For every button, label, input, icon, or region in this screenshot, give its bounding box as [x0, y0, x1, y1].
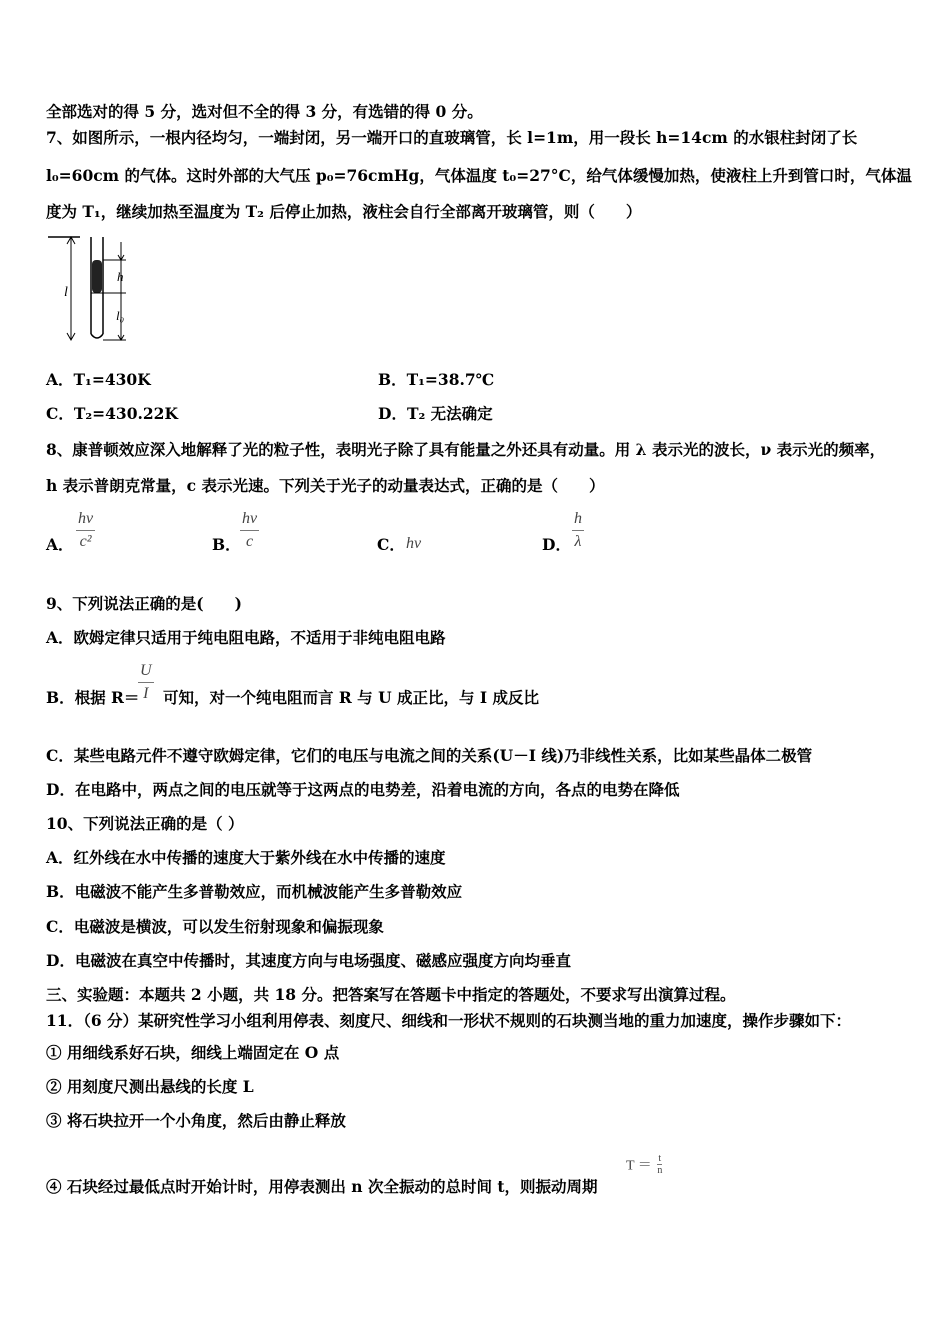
q9-option-b-fraction: [138, 662, 154, 703]
q10-option-d: D．电磁波在真空中传播时，其速度方向与电场强度、磁感应强度方向均垂直: [46, 951, 571, 970]
h-label: h: [117, 269, 124, 284]
q11-period-formula: [626, 1153, 662, 1176]
q11-stem: 11．（6 分）某研究性学习小组利用停表、刻度尺、细线和一形状不规则的石块测当地的重力加速度，操作步骤如下：: [46, 1011, 852, 1030]
q7-option-b: B．T₁=38.7℃: [378, 370, 495, 389]
q8-a-denominator: c²: [79, 533, 92, 550]
q11-formula-lhs: T ＝: [626, 1158, 652, 1174]
q7-option-c: C．T₂=430.22K: [46, 404, 178, 423]
q8-d-numerator: h: [572, 510, 584, 531]
q9-b-numerator: U: [138, 662, 154, 683]
q7-line2: l₀=60cm 的气体。这时外部的大气压 p₀=76cmHg，气体温度 t₀=27°C，给气体缓慢加热，使液柱上升到管口时，气体温: [46, 166, 912, 185]
glass-tube-figure: [46, 234, 151, 344]
q8-option-b-fraction: [240, 510, 259, 551]
q8-b-denominator: c: [246, 533, 254, 550]
q11-formula-numerator: t: [658, 1153, 662, 1164]
q9-b-denominator: I: [143, 685, 149, 702]
q10-stem: 10、下列说法正确的是（ ）: [46, 814, 244, 833]
q11-formula-fraction: [657, 1153, 662, 1176]
q8-option-b-label: B．: [212, 535, 241, 554]
q10-option-a: A．红外线在水中传播的速度大于紫外线在水中传播的速度: [46, 848, 446, 867]
q8-b-numerator: hν: [240, 510, 259, 531]
intro-line: 全部选对的得 5 分，选对但不全的得 3 分，有选错的得 0 分。: [46, 102, 483, 121]
q11-step-3: ③ 将石块拉开一个小角度，然后由静止释放: [46, 1111, 346, 1130]
q8-line1: 8、康普顿效应深入地解释了光的粒子性，表明光子除了具有能量之外还具有动量。用 λ 表示光的波长，ν 表示光的频率，: [46, 440, 886, 459]
q8-a-numerator: hν: [76, 510, 95, 531]
l0-label: l₀: [116, 308, 125, 323]
q9-option-b-pre: B．根据 R＝: [46, 688, 140, 707]
section-three-heading: 三、实验题：本题共 2 小题，共 18 分。把答案写在答题卡中指定的答题处，不要求写出演算过程。: [46, 985, 736, 1004]
q8-line2: h 表示普朗克常量，c 表示光速。下列关于光子的动量表达式，正确的是（ ）: [46, 476, 605, 495]
q11-formula-denominator: n: [657, 1165, 663, 1176]
q7-option-d: D．T₂ 无法确定: [378, 404, 493, 423]
q11-step-1: ① 用细线系好石块，细线上端固定在 O 点: [46, 1043, 340, 1062]
q8-option-a-fraction: [76, 510, 95, 551]
q7-line1: 7、如图所示，一根内径均匀，一端封闭，另一端开口的直玻璃管，长 l=1m，用一段长 h=14cm 的水银柱封闭了长: [46, 128, 858, 147]
mercury-column: [92, 260, 102, 293]
q8-d-denominator: λ: [574, 533, 582, 550]
q8-option-c-label: C．: [377, 535, 405, 554]
q7-option-a: A．T₁=430K: [46, 370, 151, 389]
q9-stem: 9、下列说法正确的是( ): [46, 594, 242, 613]
q9-option-a: A．欧姆定律只适用于纯电阻电路，不适用于非纯电阻电路: [46, 628, 446, 647]
q11-step-4: ④ 石块经过最低点时开始计时，用停表测出 n 次全振动的总时间 t，则振动周期: [46, 1177, 598, 1196]
l-label: l: [64, 285, 68, 300]
q8-option-d-label: D．: [542, 535, 571, 554]
q7-line3: 度为 T₁，继续加热至温度为 T₂ 后停止加热，液柱会自行全部离开玻璃管，则（ ）: [46, 202, 642, 221]
q11-step-2: ② 用刻度尺测出悬线的长度 L: [46, 1077, 254, 1096]
q8-option-d-fraction: [572, 510, 584, 551]
q10-option-b: B．电磁波不能产生多普勒效应，而机械波能产生多普勒效应: [46, 882, 463, 901]
q9-option-d: D．在电路中，两点之间的电压就等于这两点的电势差，沿着电流的方向，各点的电势在降低: [46, 780, 680, 799]
q8-option-c-value: hν: [406, 535, 422, 552]
q10-option-c: C．电磁波是横波，可以发生衍射现象和偏振现象: [46, 917, 384, 936]
q9-option-b-post: 可知，对一个纯电阻而言 R 与 U 成正比，与 I 成反比: [163, 688, 540, 707]
q9-option-c: C．某些电路元件不遵守欧姆定律，它们的电压与电流之间的关系(U－I 线)乃非线性关系，比如某些晶体二极管: [46, 746, 813, 765]
q8-option-a-label: A．: [46, 535, 74, 554]
tube-closed-end: [91, 334, 103, 338]
